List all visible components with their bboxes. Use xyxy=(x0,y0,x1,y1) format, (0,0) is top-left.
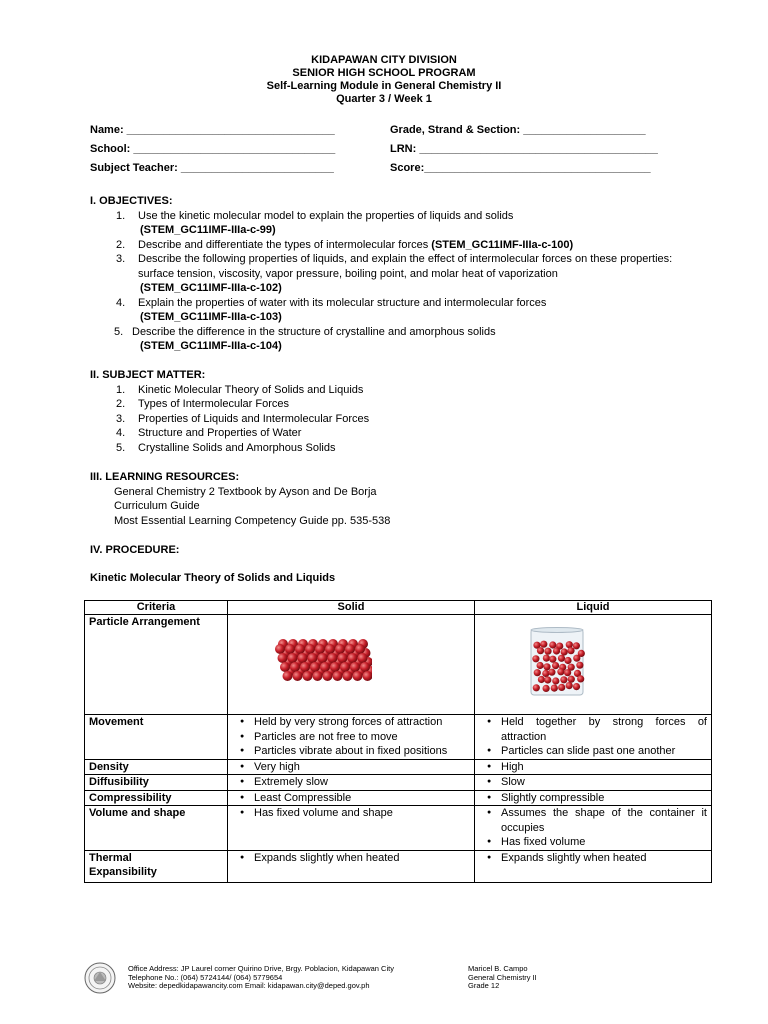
list-item: ● Slow xyxy=(501,775,707,790)
author-name: Maricel B. Campo xyxy=(468,964,528,973)
resource-item: Most Essential Learning Competency Guide pp. 535-538 xyxy=(114,514,391,527)
objective-item: 5. Describe the difference in the structure of crystalline and amorphous solids xyxy=(114,325,496,338)
solid-particle xyxy=(323,671,333,681)
resource-item: General Chemistry 2 Textbook by Ayson and De Borja xyxy=(114,485,377,498)
solid-particle xyxy=(283,671,293,681)
objective-item: 4. Explain the properties of water with its molecular structure and intermolecular forces xyxy=(116,296,547,309)
solid-particle xyxy=(333,671,343,681)
solid-particle xyxy=(325,644,335,654)
list-item: ● Very high xyxy=(254,760,470,775)
liquid-particle xyxy=(560,676,567,683)
liquid-particle xyxy=(564,657,571,664)
liquid-particle xyxy=(568,676,575,683)
subject-matter-title: II. SUBJECT MATTER: xyxy=(90,369,206,381)
liquid-particle xyxy=(543,663,550,670)
liquid-particle xyxy=(543,685,550,692)
liquid-beaker-image xyxy=(527,627,587,699)
header-solid: Solid xyxy=(228,601,475,615)
table-row xyxy=(85,759,712,775)
liquid-particle xyxy=(538,676,545,683)
solid-particle xyxy=(305,644,315,654)
list-item: ● Has fixed volume xyxy=(501,835,707,850)
document-header xyxy=(0,54,768,106)
objective-item: 3. Describe the following properties of liquids, and explain the effect of intermolecular forces on these properties: surface tension, viscosity, vapor pressure, boiling point, and molar heat of vaporization xyxy=(116,253,673,280)
solid-particle xyxy=(313,671,323,681)
density-label: Density xyxy=(85,759,228,775)
solid-particle xyxy=(290,662,300,672)
procedure-section xyxy=(90,543,179,558)
table-row xyxy=(85,806,712,851)
module-title: Self-Learning Module in General Chemistry II xyxy=(266,80,502,92)
deped-seal-icon xyxy=(84,962,116,994)
website-email: Website: depedkidapawancity.com Email: kidapawan.city@deped.gov.ph xyxy=(128,981,370,990)
solid-particle xyxy=(335,644,345,654)
liquid-particle xyxy=(573,683,580,690)
thermal-solid-cell xyxy=(228,850,475,882)
solid-particle xyxy=(295,644,305,654)
solid-particle xyxy=(303,671,313,681)
liquid-particle xyxy=(551,685,558,692)
objective-code: (STEM_GC11IMF-IIIa-c-102) xyxy=(140,282,282,294)
objectives-title: I. OBJECTIVES: xyxy=(90,195,173,207)
solid-particle xyxy=(293,671,303,681)
school-field: School: _________________________________ xyxy=(90,143,336,155)
solid-particle xyxy=(358,653,368,663)
list-item: ● Assumes the shape of the container it occupies xyxy=(501,806,707,835)
score-field: Score:_____________________________________ xyxy=(390,162,651,174)
list-item: ● Extremely slow xyxy=(254,775,470,790)
solid-particle xyxy=(320,662,330,672)
solid-particle xyxy=(328,653,338,663)
solid-particle xyxy=(360,662,370,672)
solid-particle xyxy=(308,653,318,663)
list-item: ● Particles vibrate about in fixed positions xyxy=(254,744,470,759)
solid-particle xyxy=(285,644,295,654)
liquid-particle xyxy=(557,668,564,675)
kmt-table xyxy=(84,600,712,883)
liquid-particle xyxy=(552,677,559,684)
movement-label: Movement xyxy=(85,715,228,760)
name-field: Name: __________________________________ xyxy=(90,124,335,136)
liquid-particle-cell xyxy=(475,615,712,715)
liquid-particle xyxy=(549,641,556,648)
grade-section-field: Grade, Strand & Section: ____________________ xyxy=(390,124,646,136)
solid-particle xyxy=(343,671,353,681)
table-row xyxy=(85,850,712,882)
liquid-particle xyxy=(558,684,565,691)
table-row xyxy=(85,615,712,715)
objective-code: (STEM_GC11IMF-IIIa-c-104) xyxy=(140,340,282,352)
liquid-particle xyxy=(548,669,555,676)
liquid-particle xyxy=(542,670,549,677)
liquid-particle xyxy=(566,682,573,689)
diffusibility-solid-cell xyxy=(228,775,475,791)
thermal-liquid-cell xyxy=(475,850,712,882)
solid-particle xyxy=(288,653,298,663)
volume-shape-label: Volume and shape xyxy=(85,806,228,851)
solid-particle xyxy=(318,653,328,663)
subject-item: 3. Properties of Liquids and Intermolecular Forces xyxy=(116,412,370,425)
volume-shape-liquid-cell xyxy=(475,806,712,851)
list-item: ● Particles can slide past one another xyxy=(501,744,707,759)
header-criteria: Criteria xyxy=(85,601,228,615)
objective-code: (STEM_GC11IMF-IIIa-c-99) xyxy=(140,224,276,236)
header-liquid: Liquid xyxy=(475,601,712,615)
solid-particle xyxy=(278,653,288,663)
office-address: Office Address: JP Laurel corner Quirino Drive, Brgy. Poblacion, Kidapawan City xyxy=(128,964,394,973)
subject-teacher-field: Subject Teacher: _________________________ xyxy=(90,162,334,174)
lrn-field: LRN: _______________________________________ xyxy=(390,143,658,155)
solid-particle xyxy=(280,662,290,672)
list-item: ● Held by very strong forces of attraction xyxy=(254,715,470,730)
list-item: ● Expands slightly when heated xyxy=(501,851,707,866)
learning-resources-title: III. LEARNING RESOURCES: xyxy=(90,471,240,483)
compressibility-label: Compressibility xyxy=(85,790,228,806)
solid-particle xyxy=(315,644,325,654)
particle-arrangement-label: Particle Arrangement xyxy=(85,615,228,715)
subject-item: 4. Structure and Properties of Water xyxy=(116,427,302,439)
list-item: ● High xyxy=(501,760,707,775)
solid-particle xyxy=(353,671,363,681)
objectives-section xyxy=(90,194,690,354)
subject-name: General Chemistry II xyxy=(468,972,537,982)
solid-particle xyxy=(350,662,360,672)
compressibility-solid-cell xyxy=(228,790,475,806)
liquid-particle xyxy=(561,648,568,655)
list-item: ● Held together by strong forces of attraction xyxy=(501,715,707,744)
solid-particle xyxy=(340,662,350,672)
liquid-particle xyxy=(537,662,544,669)
solid-particle xyxy=(298,653,308,663)
subject-item: 1. Kinetic Molecular Theory of Solids and Liquids xyxy=(116,383,364,396)
solid-particle xyxy=(300,662,310,672)
list-item: ● Least Compressible xyxy=(254,791,470,806)
solid-particle-cell xyxy=(228,615,475,715)
table-header-row xyxy=(85,601,712,615)
liquid-particle xyxy=(533,684,540,691)
liquid-particle xyxy=(573,655,580,662)
liquid-particle xyxy=(553,647,560,654)
subject-item: 5. Crystalline Solids and Amorphous Solids xyxy=(116,441,336,454)
program-title: SENIOR HIGH SCHOOL PROGRAM xyxy=(292,67,476,79)
list-item: ● Has fixed volume and shape xyxy=(254,806,470,821)
solid-particle xyxy=(330,662,340,672)
liquid-particle xyxy=(576,662,583,669)
footer-contact xyxy=(128,965,394,991)
objective-item: 2. Describe and differentiate the types of intermolecular forces (STEM_GC11IMF-IIIa-c-100) xyxy=(116,238,574,251)
table-row xyxy=(85,715,712,760)
table-row xyxy=(85,790,712,806)
solid-particle xyxy=(310,662,320,672)
list-item: ● Expands slightly when heated xyxy=(254,851,470,866)
division-title: KIDAPAWAN CITY DIVISION xyxy=(311,54,457,66)
objective-item: 1. Use the kinetic molecular model to explain the properties of liquids and solids xyxy=(116,209,514,222)
density-liquid-cell xyxy=(475,759,712,775)
footer-author xyxy=(468,965,537,991)
objective-code: (STEM_GC11IMF-IIIa-c-103) xyxy=(140,311,282,323)
solid-particle xyxy=(355,644,365,654)
table-row xyxy=(85,775,712,791)
liquid-particle xyxy=(537,647,544,654)
liquid-particle xyxy=(552,662,559,669)
list-item: ● Particles are not free to move xyxy=(254,730,470,745)
liquid-particle xyxy=(558,655,565,662)
telephone: Telephone No.: (064) 5724144/ (064) 5779654 xyxy=(128,972,283,982)
grade-level: Grade 12 xyxy=(468,981,500,990)
compressibility-liquid-cell xyxy=(475,790,712,806)
solid-particle xyxy=(275,644,285,654)
liquid-particle xyxy=(549,656,556,663)
solid-particle-lattice-image xyxy=(272,637,372,697)
liquid-particle xyxy=(534,669,541,676)
movement-liquid-cell xyxy=(475,715,712,760)
resource-item: Curriculum Guide xyxy=(114,500,200,512)
liquid-particle xyxy=(540,641,547,648)
liquid-particle xyxy=(573,642,580,649)
solid-particle xyxy=(345,644,355,654)
diffusibility-label: Diffusibility xyxy=(85,775,228,791)
procedure-title: IV. PROCEDURE: xyxy=(90,544,180,556)
diffusibility-liquid-cell xyxy=(475,775,712,791)
liquid-particle xyxy=(564,669,571,676)
quarter-week: Quarter 3 / Week 1 xyxy=(336,93,432,105)
liquid-particle xyxy=(532,655,539,662)
liquid-particle xyxy=(567,647,574,654)
density-solid-cell xyxy=(228,759,475,775)
liquid-particle xyxy=(544,676,551,683)
solid-particle xyxy=(338,653,348,663)
subject-matter-section xyxy=(90,368,690,455)
solid-particle xyxy=(348,653,358,663)
liquid-particle xyxy=(577,675,584,682)
subject-item: 2. Types of Intermolecular Forces xyxy=(116,398,290,410)
list-item: ● Slightly compressible xyxy=(501,791,707,806)
volume-shape-solid-cell xyxy=(228,806,475,851)
learning-resources-section xyxy=(90,470,690,528)
kmt-subtitle: Kinetic Molecular Theory of Solids and Liquids xyxy=(90,572,336,584)
thermal-expansibility-label: Thermal Expansibility xyxy=(85,850,228,882)
liquid-particle xyxy=(544,648,551,655)
liquid-particle xyxy=(543,655,550,662)
movement-solid-cell xyxy=(228,715,475,760)
